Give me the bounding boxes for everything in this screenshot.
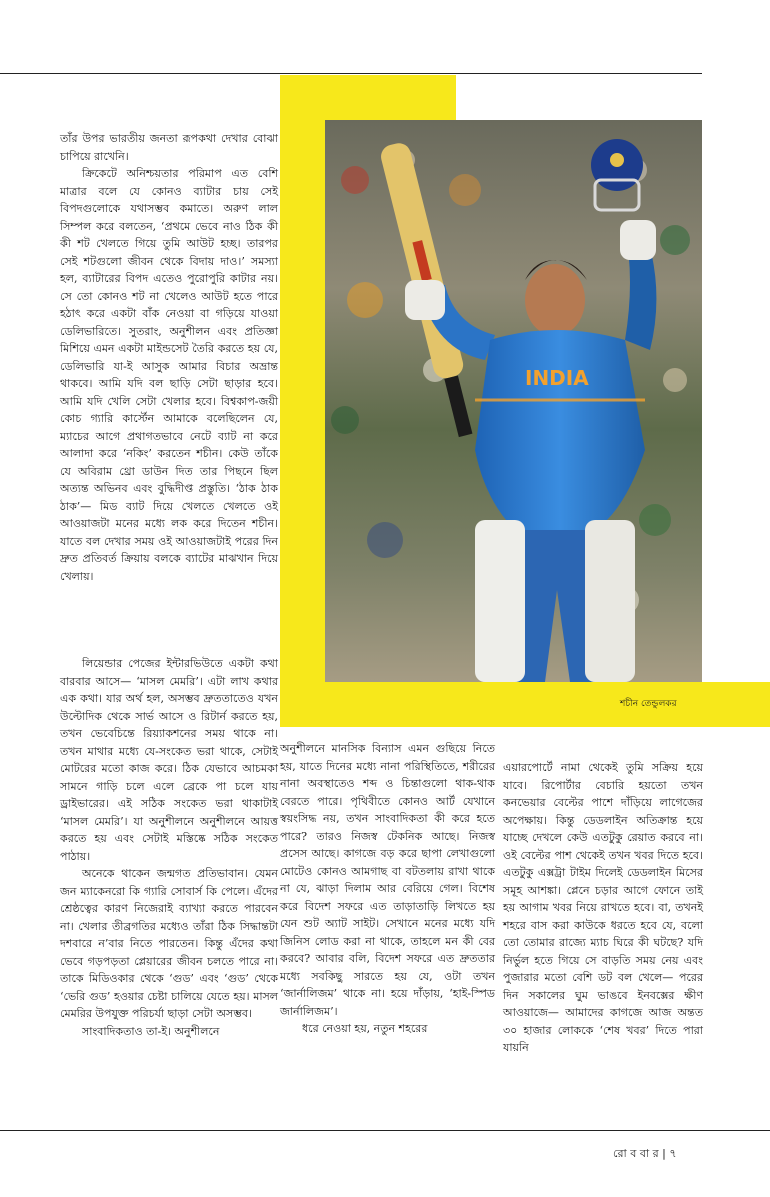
paragraph: লিয়েন্ডার পেজের ইন্টারভিউতে একটা কথা বারবার আসে— ‘মাসল মেমরি’। এটা লাখ কথার এক কথা। যার অর্থ হল, অসম্ভব দ্রুততাতেও যখন উল্টোদিক থেকে সার্ভ আসে ও রিটার্ন করতে হয়, তখন ভেবেচিন্তে রিয়্যাকশনের সময় থাকে না। তখন মাথার মধ্যে যে-সংকেত ভরা থাকে, সেটাই মোটরের মতো কাজ করে। ঠিক যেভাবে আচমকা সামনে গাড়ি চলে এলে ব্রেকে পা চলে যায় ড্রাইভারের। এই সঠিক সংকেত ভরা থাকাটাই ‘মাসল মেমরি’। যা অনুশীলনে অনুশীলনে আয়ত্ত করতে হয় এবং সেটাই মস্তিষ্কে সঠিক সংকেত পাঠায়। <box>60 657 278 863</box>
bottom-rule <box>0 1130 770 1131</box>
photo-caption: শচীন তেন্ডুলকর <box>620 699 677 709</box>
paragraph: অনুশীলনে মানসিক বিন্যাস এমন গুছিয়ে নিতে হয়, যাতে দিনের মধ্যে নানা পরিস্থিতিতে, শরীরের নানা অবস্থাতেও শব্দ ও চিন্তাগুলো থাক-থাক বেরতে পারে। পৃথিবীতে কোনও আর্ট যেখানে স্বয়ংসিদ্ধ নয়, তখন সাংবাদিকতা কী করে হতে পারে? তারও নিজস্ব টেকনিক আছে। নিজস্ব প্রসেস আছে। কাগজে বড় করে ছাপা লেখাগুলো মোটেও কোনও আমগাছ বা বটতলায় রাখা থাকে না যে, ঝাড়া দিলাম আর বেরিয়ে গেল। বিশেষ করে বিদেশ সফরে এত তাড়াতাড়ি লিখতে হয় যেন শুট অ্যাট সাইট। সেখানে মনের মধ্যে যদি জিনিস লোড করা না থাকে, তাহলে মন কী বের করবে? আবার বলি, বিদেশ সফরে এত দ্রুততার মধ্যে সবকিছু সারতে হয় যে, ওটা তখন ‘জার্নালিজম’ থাকে না। হয়ে দাঁড়ায়, ‘হাই-স্পিড জার্নালিজম’। <box>280 742 495 1018</box>
paragraph: সাংবাদিকতাও তা-ই। অনুশীলনে <box>82 1024 220 1038</box>
article-column-2 <box>280 740 495 1038</box>
article-column-3 <box>503 759 703 1057</box>
article-column-1-lower <box>60 655 278 1040</box>
paragraph: অনেকে থাকেন জন্মগত প্রতিভাবান। যেমন জন ম্যাকেনরো কি গ্যারি সোবার্স কি পেলে। এঁদের শ্রেষ্ঠত্বের কারণ নিজেরাই ব্যাখ্যা করতে পারবেন না। খেলার তীব্রগতির মধ্যেও তাঁরা ঠিক সিদ্ধান্তটা দশবারে ন’বার নিতে পারতেন। কিন্তু এঁদের কথা ভেবে গড়পড়তা প্লেয়ারের জীবন চলতে পারে না। তাকে মিডিওকার থেকে ‘গুড’ এবং ‘গুড’ থেকে ‘ভেরি গুড’ হওয়ার চেষ্টা চালিয়ে যেতে হয়। মাসল মেমরির উপযুক্ত পরিচর্যা ছাড়া সেটা অসম্ভব। <box>60 867 278 1020</box>
page-footer: রো ব বা র | ৭ <box>613 1147 677 1160</box>
paragraph: তাঁর উপর ভারতীয় জনতা রূপকথা দেখার বোঝা চাপিয়ে রাখেনি। <box>60 132 278 163</box>
top-rule <box>0 73 702 74</box>
sachin-photo <box>325 120 702 682</box>
jersey-text: INDIA <box>525 366 589 390</box>
paragraph: এয়ারপোর্টে নামা থেকেই তুমি সক্রিয় হয়ে যাবে। রিপোর্টার বেচারি হয়তো তখন কনভেয়ার বেল্টের পাশে দাঁড়িয়ে লাগেজের অপেক্ষায়। কিন্তু ডেডলাইন অতিক্রান্ত হয়ে যাচ্ছে দেখলে কেউ এতটুকু রেয়াত করবে না। ওই বেল্টের পাশ থেকেই তখন খবর দিতে হবে। এতটুকু এক্সট্রা টাইম দিলেই ডেডলাইন মিসের সমূহ আশঙ্কা। প্লেনে চড়ার আগে ফোনে তাই হয় আগাম খবর নিয়ে রাখতে হবে। বা, তখনই শহরে বাস করা কাউকে ধরতে হবে যে, বলো তো তোমার রাজ্যে ম্যাচ ঘিরে কী ঘটছে? যদি নির্ভুল হতে গিয়ে সে বাড়তি সময় নেয় এবং পুজারার মতো বেশি ডট বল খেলে— পরের দিন সকালের ঘুম ভাঙবে ইনবক্সের ক্ষীণ আওয়াজে— আমাদের কাগজে আজ অন্তত ৩০ হাজার লোককে ‘শেষ খবর’ দিতে পারা যায়নি <box>503 761 703 1054</box>
paragraph: ক্রিকেটে অনিশ্চয়তার পরিমাপ এত বেশি মাত্রার বলে যে কোনও ব্যাটার চায় সেই বিপদগুলোকে যথাসম্ভব কমাতে। অরুণ লাল সিম্পল করে বলতেন, ‘প্রথমে ভেবে নাও ঠিক কী কী শট খেলতে গিয়ে তুমি আউট হচ্ছ। তারপর সেই শটগুলো জীবন থেকে বিদায় দাও।’ সমস্যা হল, ব্যাটারের বিপদ এতেও পুরোপুরি কাটার নয়। সে তো কোনও শট না খেলেও আউট হতে পারে হঠাৎ করে একটা বাঁক নেওয়া বা গড়িয়ে যাওয়া ডেলিভারিতে। সুতরাং, অনুশীলন এবং প্রতিজ্ঞা মিশিয়ে এমন একটা মাইন্ডসেট তৈরি করতে হয় যে, ডেলিভারি যা-ই আসুক আমার বিচার অভ্রান্ত থাকবে। আমি যদি বল ছাড়ি সেটা ছাড়ার হবে। আমি যদি খেলি সেটা খেলার হবে। বিশ্বকাপ-জয়ী কোচ গ্যারি কার্স্টেন আমাকে বলেছিলেন যে, ম্যাচের আগে প্রথাগতভাবে নেটে ব্যাট না করে আলাদা করে ‘নকিং’ করতেন শচীন। কেউ তাঁকে যে অবিরাম থ্রো ডাউন দিত তার পিছনে ছিল অত্যন্ত অভিনব এবং বুদ্ধিদীপ্ত প্রস্তুতি। ‘ঠাক ঠাক ঠাক’— মিড ব্যাট দিয়ে খেলতে খেলতে ওই আওয়াজটা মনের মধ্যে লক করে দিতেন শচীন। যাতে বল দেখার সময় ওই আওয়াজটাই পরের দিন দ্রুত প্রতিবর্ত ক্রিয়ায় বলকে ব্যাটের মাঝখান দিয়ে খেলায়। <box>60 167 278 583</box>
paragraph: ধরে নেওয়া হয়, নতুন শহরের <box>302 1022 428 1035</box>
article-column-1 <box>60 130 278 585</box>
